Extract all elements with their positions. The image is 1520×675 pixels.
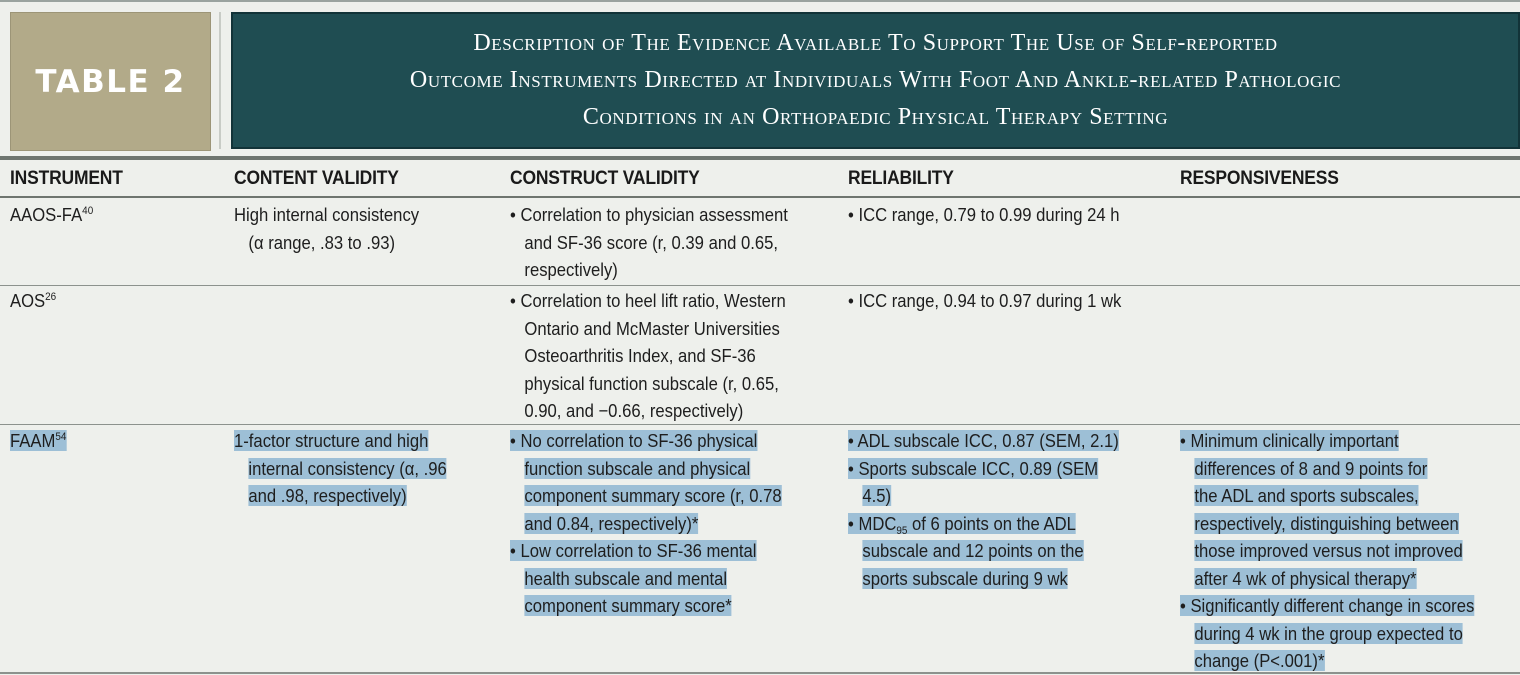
cell-line: • Significantly different change in scores <box>1180 595 1475 616</box>
table-row-faam-construct <box>510 427 812 620</box>
cell-line: after 4 wk of physical therapy* <box>1194 567 1417 589</box>
table-row-aaos-fa-reliability <box>848 201 1150 229</box>
cell-line: • Correlation to physician assessment <box>510 204 788 225</box>
instrument-name: AAOS-FA <box>10 204 83 225</box>
column-header-content-validity: CONTENT VALIDITY <box>234 168 399 189</box>
cell-line: respectively, distinguishing between <box>1194 512 1459 534</box>
cell-line: • Correlation to heel lift ratio, Western <box>510 290 786 311</box>
cell-line: • Minimum clinically important <box>1180 430 1399 451</box>
cell-line: 0.90, and −0.66, respectively) <box>524 400 744 421</box>
cell-line: • Low correlation to SF-36 mental <box>510 540 757 561</box>
title-line: Description of The Evidence Available To Support The Use of Self-reported <box>473 30 1278 56</box>
cell-line: • ICC range, 0.94 to 0.97 during 1 wk <box>848 290 1122 311</box>
title-line: Outcome Instruments Directed at Individuals With Foot And Ankle-related Pathologic <box>409 67 1342 93</box>
column-header-responsiveness: RESPONSIVENESS <box>1180 168 1339 189</box>
table-title <box>410 25 1341 136</box>
reference-number: 40 <box>82 205 94 217</box>
cell-line: component summary score* <box>524 595 732 616</box>
cell-line: and SF-36 score (r, 0.39 and 0.65, <box>524 231 779 253</box>
table-row-aos-reliability <box>848 287 1152 315</box>
table-bottom-rule <box>0 672 1520 674</box>
row-divider <box>0 424 1520 425</box>
table-row-faam-responsiveness <box>1180 427 1507 675</box>
cell-line: the ADL and sports subscales, <box>1194 485 1419 506</box>
cell-line: component summary score (r, 0.78 <box>524 485 782 506</box>
table-row-aos-instrument <box>10 287 61 315</box>
cell-line: of 6 points on the ADL <box>907 512 1076 534</box>
subscript: 95 <box>896 524 908 537</box>
cell-line: (α range, .83 to .93) <box>248 231 396 253</box>
row-divider <box>0 285 1520 286</box>
table-row-faam-reliability <box>848 427 1149 592</box>
cell-line: • No correlation to SF-36 physical <box>510 430 758 451</box>
column-header-reliability: RELIABILITY <box>848 168 954 189</box>
cell-line: physical function subscale (r, 0.65, <box>524 372 779 394</box>
cell-line: 4.5) <box>862 485 892 506</box>
cell-line: High internal consistency <box>234 204 420 225</box>
cell-line: 1-factor structure and high <box>234 430 429 451</box>
cell-line: • Sports subscale ICC, 0.89 (SEM <box>848 457 1099 479</box>
column-header-instrument: INSTRUMENT <box>10 168 123 189</box>
top-rule <box>0 0 1520 2</box>
table-label: TABLE 2 <box>10 12 211 151</box>
reference-number: 26 <box>45 291 57 303</box>
header-bottom-rule <box>0 196 1520 198</box>
cell-line: • MDC <box>848 512 897 534</box>
cell-line: and 0.84, respectively)* <box>524 512 699 534</box>
table-row-faam-content <box>234 427 470 510</box>
header-divider <box>219 12 221 149</box>
cell-line: • ADL subscale ICC, 0.87 (SEM, 2.1) <box>848 430 1119 451</box>
cell-line: • ICC range, 0.79 to 0.99 during 24 h <box>848 204 1120 225</box>
cell-line: Osteoarthritis Index, and SF-36 <box>524 345 756 366</box>
cell-line: respectively) <box>524 259 618 280</box>
table-row-aaos-fa-content <box>234 201 440 256</box>
title-line: Conditions in an Orthopaedic Physical Therapy Setting <box>582 104 1169 130</box>
reference-number: 54 <box>55 431 67 443</box>
instrument-name: AOS <box>10 290 46 311</box>
cell-line: internal consistency (α, .96 <box>248 457 447 479</box>
cell-line: sports subscale during 9 wk <box>862 567 1068 589</box>
cell-line: differences of 8 and 9 points for <box>1194 457 1428 479</box>
table-row-aaos-fa-instrument <box>10 201 102 229</box>
table-row-aaos-fa-construct <box>510 201 819 284</box>
cell-line: those improved versus not improved <box>1194 540 1463 561</box>
column-header-construct-validity: CONSTRUCT VALIDITY <box>510 168 700 189</box>
table-row-faam-instrument <box>10 427 73 455</box>
cell-line: and .98, respectively) <box>248 485 407 506</box>
cell-line: Ontario and McMaster Universities <box>524 317 780 339</box>
cell-line: subscale and 12 points on the <box>862 540 1084 561</box>
table-title-box <box>231 12 1520 149</box>
cell-line: during 4 wk in the group expected to <box>1194 622 1463 644</box>
cell-line: function subscale and physical <box>524 457 751 479</box>
cell-line: change (P<.001)* <box>1194 650 1325 671</box>
cell-line: health subscale and mental <box>524 567 728 589</box>
instrument-name: FAAM <box>10 430 56 451</box>
header-top-rule <box>0 156 1520 160</box>
table-row-aos-construct <box>510 287 816 425</box>
